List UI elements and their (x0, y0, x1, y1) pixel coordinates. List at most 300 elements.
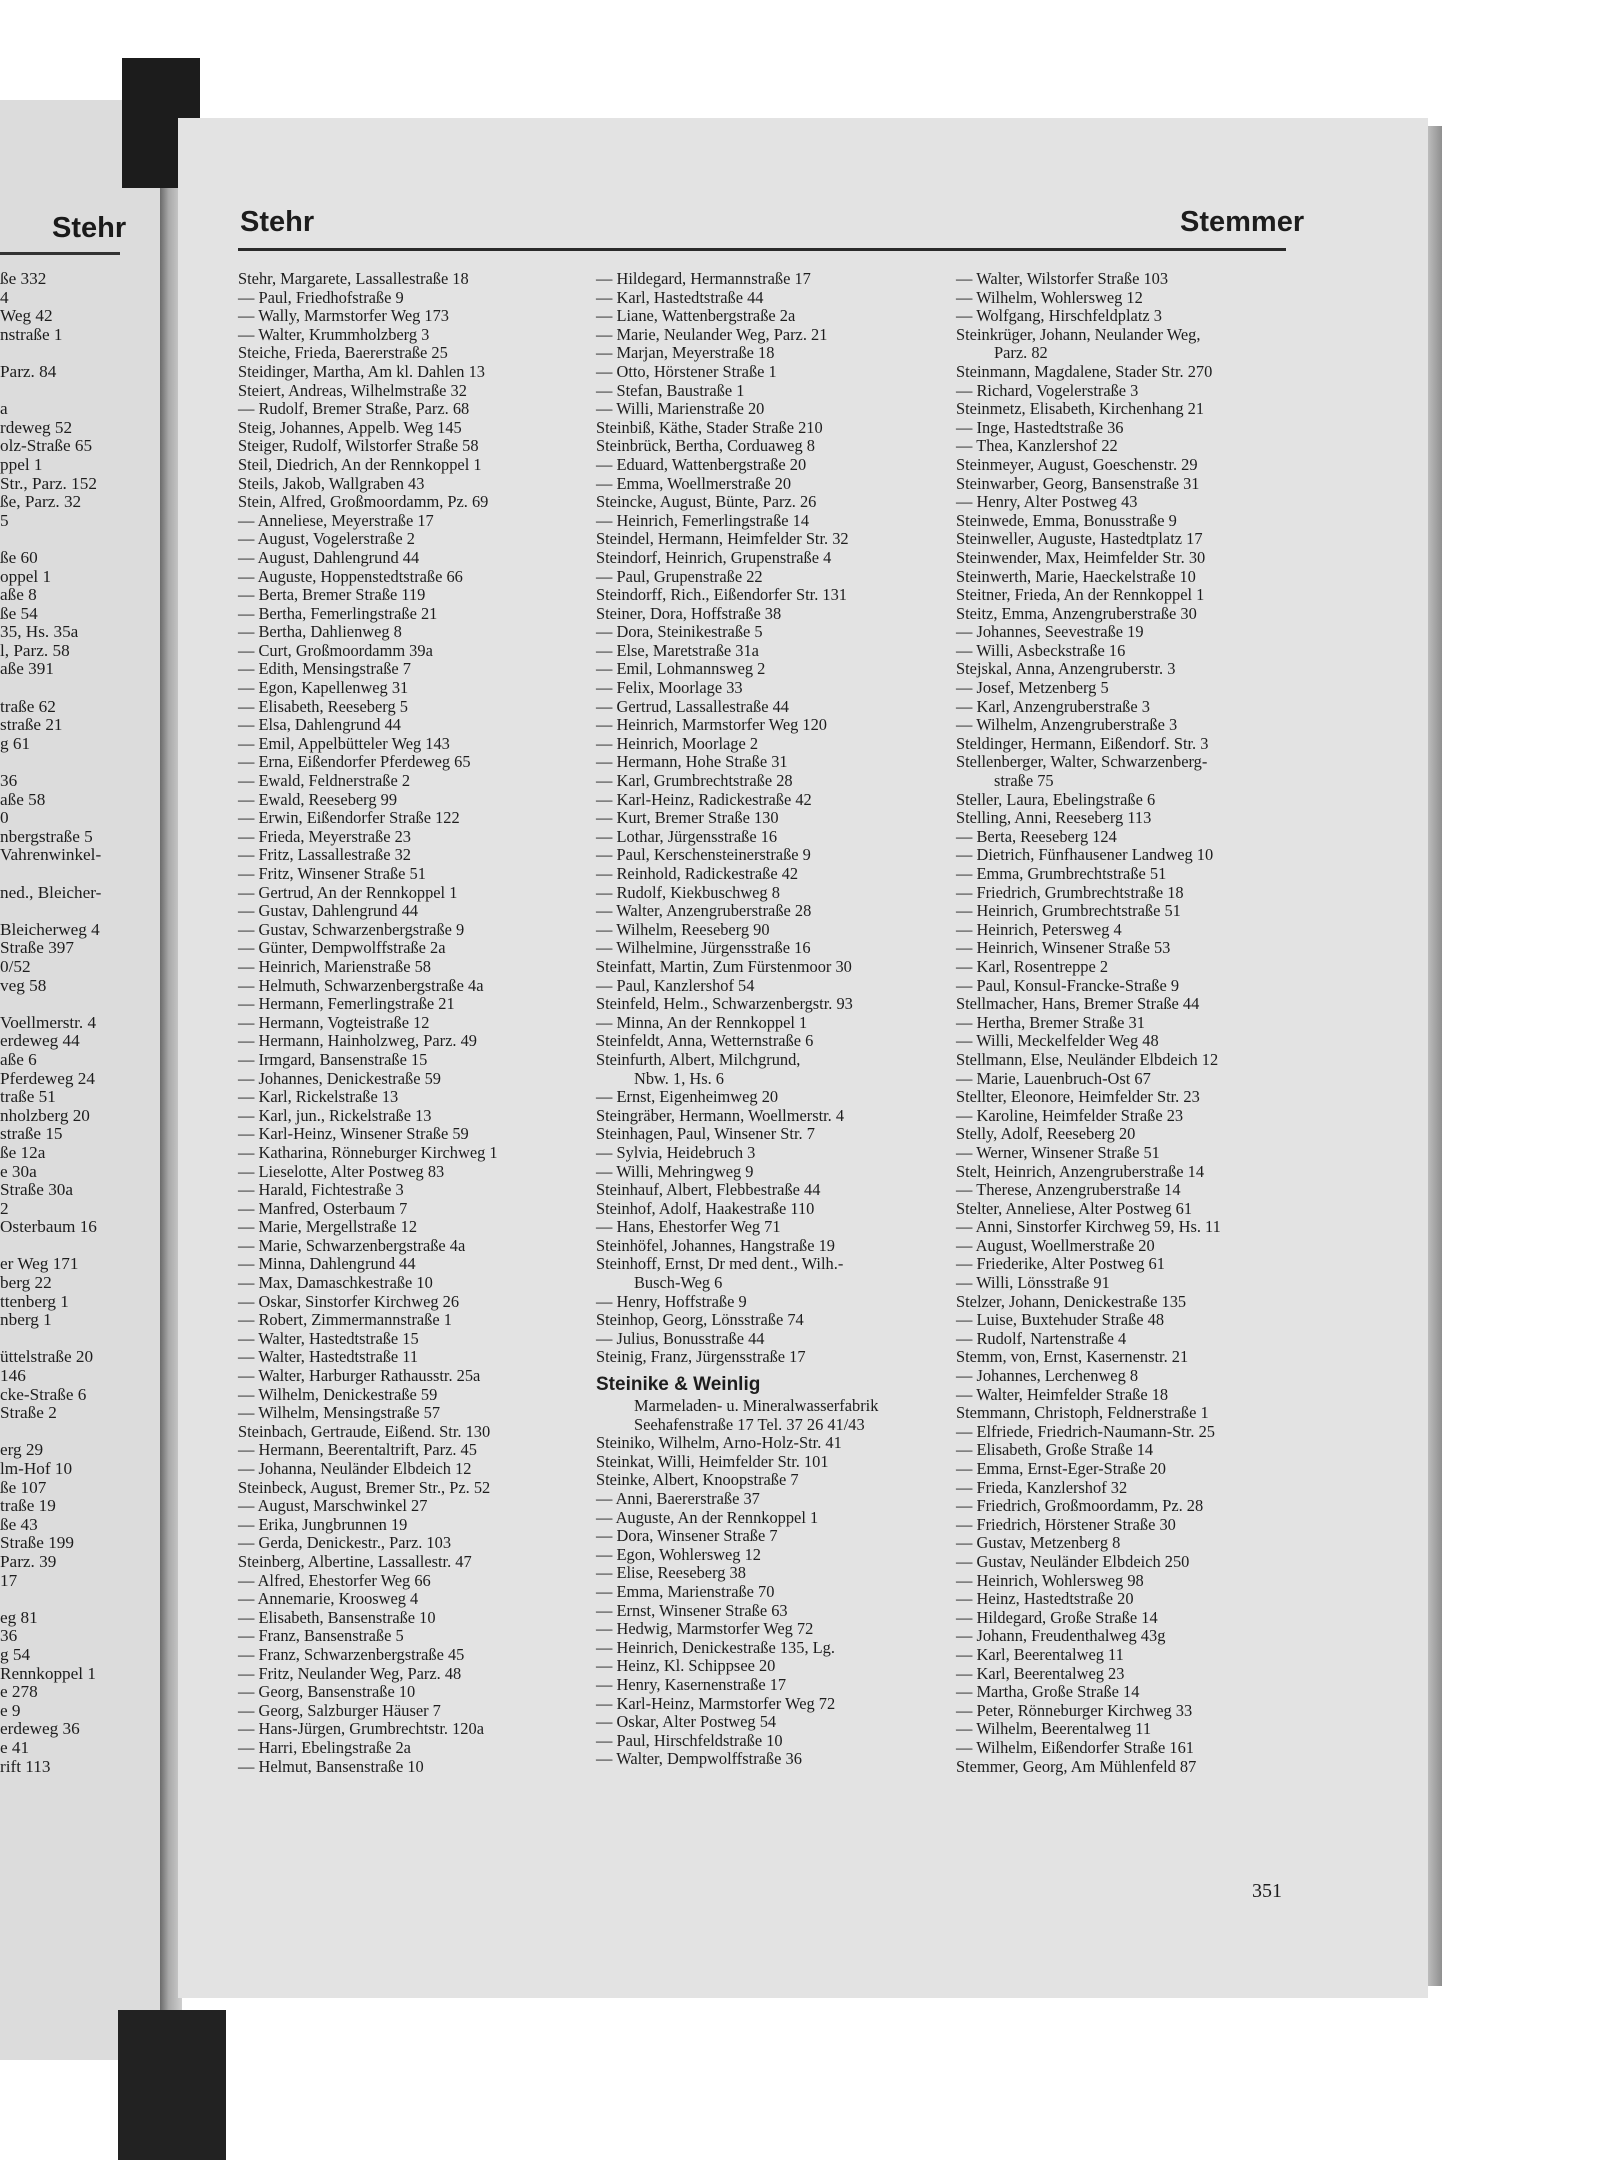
left-page-fragment-line (0, 530, 160, 549)
directory-entry: — Henry, Hoffstraße 9 (596, 1291, 747, 1311)
directory-entry: Stemmann, Christoph, Feldnerstraße 1 (956, 1403, 1209, 1423)
directory-entry: Steinbach, Gertraude, Eißend. Str. 130 (238, 1421, 491, 1441)
directory-entry: Steinkrüger, Johann, Neulander Weg, (956, 324, 1201, 344)
left-page-fragment-line: Parz. 84 (0, 361, 57, 381)
left-page-fragment-line: nholzberg 20 (0, 1105, 90, 1125)
directory-entry: — Robert, Zimmermannstraße 1 (238, 1310, 452, 1330)
directory-entry: — Elisabeth, Große Straße 14 (956, 1440, 1154, 1460)
left-page (0, 100, 160, 2060)
directory-entry: Steinhagen, Paul, Winsener Str. 7 (596, 1124, 815, 1144)
directory-entry: — Walter, Heimfelder Straße 18 (956, 1384, 1169, 1404)
directory-entry: Steil, Diedrich, An der Rennkoppel 1 (238, 454, 482, 474)
left-page-fragment-line: Osterbaum 16 (0, 1217, 97, 1237)
left-page-fragment-line: 2 (0, 1198, 9, 1218)
left-page-fragment-line: 36 (0, 771, 18, 791)
directory-entry: — Anni, Sinstorfer Kirchweg 59, Hs. 11 (956, 1217, 1221, 1237)
directory-entry: — Harald, Fichtestraße 3 (238, 1180, 404, 1200)
directory-entry: — Emma, Woellmerstraße 20 (596, 473, 792, 493)
directory-entry: Steitner, Frieda, An der Rennkoppel 1 (956, 585, 1205, 605)
left-page-fragment-line (0, 344, 160, 363)
directory-entry: — Friedrich, Grumbrechtstraße 18 (956, 882, 1184, 902)
directory-entry: — Karl-Heinz, Marmstorfer Weg 72 (596, 1693, 836, 1713)
directory-entry: — Eduard, Wattenbergstraße 20 (596, 454, 807, 474)
directory-entry-continuation: Nbw. 1, Hs. 6 (634, 1068, 724, 1088)
directory-entry: — Ernst, Eigenheimweg 20 (596, 1087, 779, 1107)
left-page-fragment-line: straße 21 (0, 715, 63, 735)
directory-entry: — Annemarie, Kroosweg 4 (238, 1589, 419, 1609)
directory-entry: Steiniko, Wilhelm, Arno-Holz-Str. 41 (596, 1433, 842, 1453)
directory-entry: Steinfatt, Martin, Zum Fürstenmoor 30 (596, 956, 852, 976)
directory-entry: Steinke, Albert, Knoopstraße 7 (596, 1470, 799, 1490)
directory-entry: — Harri, Ebelingstraße 2a (238, 1737, 411, 1757)
directory-entry: — Alfred, Ehestorfer Weg 66 (238, 1570, 431, 1590)
directory-entry: — Heinrich, Femerlingstraße 14 (596, 510, 810, 530)
directory-entry: — Karoline, Heimfelder Straße 23 (956, 1105, 1184, 1125)
directory-entry: — Hermann, Vogteistraße 12 (238, 1012, 430, 1032)
directory-entry: Steinbiß, Käthe, Stader Straße 210 (596, 417, 823, 437)
directory-entry: — Peter, Rönneburger Kirchweg 33 (956, 1700, 1193, 1720)
directory-entry: — August, Marschwinkel 27 (238, 1496, 428, 1516)
directory-entry: — Karl-Heinz, Radickestraße 42 (596, 789, 812, 809)
directory-entry: — Johannes, Lerchenweg 8 (956, 1366, 1139, 1386)
left-page-fragment-line: 0/52 (0, 956, 31, 976)
left-page-fragment-line: üttelstraße 20 (0, 1347, 94, 1367)
left-page-fragment-line: ße 12a (0, 1142, 46, 1162)
directory-entry: — Reinhold, Radickestraße 42 (596, 864, 799, 883)
directory-entry: Steinmann, Magdalene, Stader Str. 270 (956, 361, 1213, 381)
left-page-fragment-line (0, 679, 160, 698)
directory-entry: — Elisabeth, Bansenstraße 10 (238, 1607, 436, 1627)
directory-entry: — Dora, Steinikestraße 5 (596, 622, 763, 642)
directory-entry: — Elsa, Dahlengrund 44 (238, 715, 401, 735)
directory-entry: — Josef, Metzenberg 5 (956, 678, 1109, 698)
directory-entry: — Heinrich, Moorlage 2 (596, 733, 759, 753)
left-page-fragment-column (0, 270, 160, 1776)
directory-entry: — Karl, Beerentalweg 23 (956, 1663, 1125, 1683)
directory-entry: Stelter, Anneliese, Alter Postweg 61 (956, 1198, 1193, 1218)
directory-entry-continuation: Seehafenstraße 17 Tel. 37 26 41/43 (634, 1414, 865, 1434)
directory-entry: Stelly, Adolf, Reeseberg 20 (956, 1124, 1136, 1144)
directory-entry: — Rudolf, Bremer Straße, Parz. 68 (238, 399, 470, 419)
directory-entry: — Karl, Rosentreppe 2 (956, 956, 1109, 976)
firm-entry-name: Steinike & Weinlig (596, 1374, 761, 1396)
directory-entry: Steig, Johannes, Appelb. Weg 145 (238, 417, 462, 437)
directory-entry: — Lothar, Jürgensstraße 16 (596, 826, 778, 846)
directory-entry: — Wilhelm, Anzengruberstraße 3 (956, 715, 1178, 735)
running-head-first-entry: Stehr (240, 206, 315, 238)
directory-entry: — Max, Damaschkestraße 10 (238, 1273, 433, 1293)
directory-entry: — Willi, Marienstraße 20 (596, 399, 765, 419)
left-page-fragment-line: erg 29 (0, 1440, 44, 1460)
left-page-fragment-line: Rennkoppel 1 (0, 1663, 96, 1683)
left-page-fragment-line: 17 (0, 1570, 18, 1590)
directory-entry: — Heinrich, Marienstraße 58 (238, 956, 431, 976)
left-page-fragment-line: rift 113 (0, 1756, 51, 1776)
left-page-fragment-line: e 9 (0, 1700, 21, 1720)
left-page-fragment-line: 5 (0, 510, 9, 530)
left-page-fragment-line (0, 1237, 160, 1256)
binding-tape-bottom (118, 2010, 226, 2160)
left-page-fragment-line: ße 43 (0, 1514, 38, 1534)
directory-column-1 (238, 270, 590, 1776)
directory-entry: — Johannes, Denickestraße 59 (238, 1068, 442, 1088)
directory-entry: — Katharina, Rönneburger Kirchweg 1 (238, 1142, 498, 1162)
directory-entry: — Georg, Bansenstraße 10 (238, 1682, 416, 1702)
directory-entry: — Sylvia, Heidebruch 3 (596, 1142, 756, 1162)
left-page-fragment-line: cke-Straße 6 (0, 1384, 87, 1404)
left-page-fragment-line: ße 54 (0, 603, 38, 623)
directory-entry: — Egon, Kapellenweg 31 (238, 678, 409, 698)
directory-entry: — Heinrich, Grumbrechtstraße 51 (956, 901, 1181, 921)
left-page-fragment-line: ße 60 (0, 547, 38, 567)
directory-entry: — Hermann, Hohe Straße 31 (596, 752, 788, 772)
directory-entry: Steinfeld, Helm., Schwarzenbergstr. 93 (596, 994, 853, 1014)
directory-entry: — Irmgard, Bansenstraße 15 (238, 1049, 428, 1069)
left-page-fragment-line: olz-Straße 65 (0, 436, 93, 456)
directory-entry: Steinhauf, Albert, Flebbestraße 44 (596, 1180, 821, 1200)
directory-entry: — Friederike, Alter Postweg 61 (956, 1254, 1165, 1274)
directory-entry: — Rudolf, Nartenstraße 4 (956, 1328, 1127, 1348)
left-page-fragment-line: ße 107 (0, 1477, 47, 1497)
left-page-fragment-line: g 61 (0, 733, 31, 753)
left-page-fragment-line: eg 81 (0, 1607, 38, 1627)
directory-entry: — Minna, Dahlengrund 44 (238, 1254, 416, 1274)
directory-entry: — Paul, Kerschensteinerstraße 9 (596, 845, 811, 865)
directory-entry: — Walter, Anzengruberstraße 28 (596, 901, 812, 921)
directory-entry: Steindel, Hermann, Heimfelder Str. 32 (596, 529, 849, 549)
directory-entry: Steiner, Dora, Hoffstraße 38 (596, 603, 782, 623)
directory-entry: — Paul, Kanzlershof 54 (596, 975, 755, 995)
directory-entry: — Johann, Freudenthalweg 43g (956, 1626, 1166, 1646)
directory-entry: — Wolfgang, Hirschfeldplatz 3 (956, 306, 1162, 326)
left-page-fragment-line: ppel 1 (0, 454, 43, 474)
directory-entry: — Otto, Hörstener Straße 1 (596, 361, 777, 381)
left-page-fragment-line (0, 865, 160, 884)
directory-entry: — Wally, Marmstorfer Weg 173 (238, 306, 450, 326)
directory-entry: — Emma, Marienstraße 70 (596, 1581, 775, 1601)
left-page-header: Stehr (52, 212, 127, 244)
left-page-fragment-line: nberg 1 (0, 1310, 52, 1330)
directory-entry: Steinfeldt, Anna, Wetternstraße 6 (596, 1031, 814, 1051)
directory-entry: — Liane, Wattenbergstraße 2a (596, 306, 796, 326)
running-head-last-entry: Stemmer (1180, 206, 1305, 238)
directory-entry: — Frieda, Kanzlershof 32 (956, 1477, 1128, 1497)
directory-entry: — Hans-Jürgen, Grumbrechtstr. 120a (238, 1719, 484, 1739)
directory-entry: — August, Dahlengrund 44 (238, 547, 420, 567)
left-page-fragment-line (0, 902, 160, 921)
directory-entry: — Paul, Konsul-Francke-Straße 9 (956, 975, 1180, 995)
directory-entry: — Elfriede, Friedrich-Naumann-Str. 25 (956, 1421, 1215, 1441)
directory-entry: Stelling, Anni, Reeseberg 113 (956, 808, 1152, 828)
directory-entry: Steinwede, Emma, Bonusstraße 9 (956, 510, 1177, 530)
directory-entry: — Werner, Winsener Straße 51 (956, 1142, 1160, 1162)
left-page-fragment-line: aße 58 (0, 789, 46, 809)
directory-entry: — Walter, Harburger Rathausstr. 25a (238, 1366, 481, 1386)
left-page-fragment-line: a (0, 399, 8, 419)
left-page-fragment-line: ned., Bleicher- (0, 882, 102, 902)
directory-entry: — Elise, Reeseberg 38 (596, 1563, 746, 1583)
left-page-fragment-line: Pferdeweg 24 (0, 1068, 95, 1088)
directory-entry: — Marjan, Meyerstraße 18 (596, 343, 775, 363)
directory-entry: — Heinrich, Winsener Straße 53 (956, 938, 1171, 958)
directory-entry: Steitz, Emma, Anzengruberstraße 30 (956, 603, 1197, 623)
directory-entry: — Heinrich, Denickestraße 135, Lg. (596, 1637, 835, 1657)
directory-entry: — Heinrich, Marmstorfer Weg 120 (596, 715, 827, 735)
directory-entry: — Hildegard, Hermannstraße 17 (596, 269, 811, 288)
directory-entry: Steinhoff, Ernst, Dr med dent., Wilh.- (596, 1254, 844, 1274)
directory-entry: — Thea, Kanzlershof 22 (956, 436, 1118, 456)
directory-entry: — Erwin, Eißendorfer Straße 122 (238, 808, 460, 828)
directory-entry: — Else, Maretstraße 31a (596, 640, 759, 660)
directory-entry: — Paul, Hirschfeldstraße 10 (596, 1730, 783, 1750)
directory-entry-continuation: straße 75 (994, 771, 1054, 791)
page-number: 351 (1252, 1880, 1282, 1902)
directory-entry: — Erika, Jungbrunnen 19 (238, 1514, 408, 1534)
directory-entry: — Wilhelm, Mensingstraße 57 (238, 1403, 441, 1423)
directory-entry: — Heinz, Kl. Schippsee 20 (596, 1656, 776, 1676)
directory-entry: Steinmeyer, August, Goeschenstr. 29 (956, 454, 1198, 474)
directory-entry: — Karl, Beerentalweg 11 (956, 1644, 1124, 1664)
directory-entry: — Felix, Moorlage 33 (596, 678, 743, 698)
directory-entry: — Bertha, Dahlienweg 8 (238, 622, 402, 642)
directory-entry: Stelzer, Johann, Denickestraße 135 (956, 1291, 1187, 1311)
directory-entry: — Therese, Anzengruberstraße 14 (956, 1180, 1181, 1200)
header-rule (238, 248, 1286, 251)
left-page-fragment-line: ße 332 (0, 269, 47, 288)
directory-entry: — Oskar, Sinstorfer Kirchweg 26 (238, 1291, 460, 1311)
directory-entry: — Franz, Bansenstraße 5 (238, 1626, 404, 1646)
directory-entry: — Stefan, Baustraße 1 (596, 380, 745, 400)
directory-entry: — Georg, Salzburger Häuser 7 (238, 1700, 441, 1720)
left-page-fragment-line: Vahrenwinkel- (0, 845, 102, 865)
directory-entry: — Emil, Lohmannsweg 2 (596, 659, 766, 679)
directory-entry: — Paul, Grupenstraße 22 (596, 566, 763, 586)
directory-entry: — Hermann, Femerlingstraße 21 (238, 994, 455, 1014)
left-page-fragment-line: Straße 30a (0, 1180, 74, 1200)
directory-entry: — Berta, Reeseberg 124 (956, 826, 1117, 846)
directory-entry: — Dietrich, Fünfhausener Landweg 10 (956, 845, 1214, 865)
left-page-fragment-line: Straße 199 (0, 1533, 74, 1553)
directory-entry: — Karl, Grumbrechtstraße 28 (596, 771, 793, 791)
directory-entry: Steinwender, Max, Heimfelder Str. 30 (956, 547, 1206, 567)
directory-entry: Steiert, Andreas, Wilhelmstraße 32 (238, 380, 467, 400)
directory-entry: — Willi, Meckelfelder Weg 48 (956, 1031, 1159, 1051)
directory-entry: — Wilhelm, Reeseberg 90 (596, 919, 770, 939)
left-page-fragment-line (0, 1330, 160, 1349)
directory-entry: — Egon, Wohlersweg 12 (596, 1544, 761, 1564)
directory-entry: — Dora, Winsener Straße 7 (596, 1526, 778, 1546)
directory-entry: — Julius, Bonusstraße 44 (596, 1328, 765, 1348)
directory-entry: Stein, Alfred, Großmoordamm, Pz. 69 (238, 492, 489, 512)
left-page-fragment-line: erdeweg 36 (0, 1719, 80, 1739)
directory-entry: — Curt, Großmoordamm 39a (238, 640, 433, 660)
directory-entry: Stellter, Eleonore, Heimfelder Str. 23 (956, 1087, 1200, 1107)
directory-entry: Steinhop, Georg, Lönsstraße 74 (596, 1310, 804, 1330)
directory-entry: Steiger, Rudolf, Wilstorfer Straße 58 (238, 436, 479, 456)
left-page-fragment-line: nstraße 1 (0, 324, 63, 344)
directory-entry: — Walter, Hastedtstraße 11 (238, 1347, 419, 1367)
directory-entry: Steinfurth, Albert, Milchgrund, (596, 1049, 801, 1069)
directory-entry: — Friedrich, Großmoordamm, Pz. 28 (956, 1496, 1204, 1516)
left-page-fragment-line (0, 1590, 160, 1609)
directory-entry: Steinig, Franz, Jürgensstraße 17 (596, 1347, 806, 1367)
directory-entry: — Hermann, Beerentaltrift, Parz. 45 (238, 1440, 477, 1460)
left-page-fragment-line: e 30a (0, 1161, 37, 1181)
directory-entry: Steingräber, Hermann, Woellmerstr. 4 (596, 1105, 845, 1125)
directory-entry: Steidinger, Martha, Am kl. Dahlen 13 (238, 361, 485, 381)
directory-entry-continuation: Busch-Weg 6 (634, 1273, 723, 1293)
left-page-fragment-line: 0 (0, 808, 9, 828)
directory-entry: — Heinz, Hastedtstraße 20 (956, 1589, 1134, 1609)
left-page-fragment-line: ße, Parz. 32 (0, 492, 82, 512)
directory-entry: — Wilhelm, Eißendorfer Straße 161 (956, 1737, 1195, 1757)
directory-entry: Steiche, Frieda, Baererstraße 25 (238, 343, 448, 363)
left-page-fragment-line: g 54 (0, 1644, 31, 1664)
directory-entry: — Manfred, Osterbaum 7 (238, 1198, 408, 1218)
directory-entry: — Karl, Hastedtstraße 44 (596, 287, 764, 307)
directory-column-2 (596, 270, 948, 1769)
directory-entry: — Ewald, Feldnerstraße 2 (238, 771, 411, 791)
directory-entry: Stellenberger, Walter, Schwarzenberg- (956, 752, 1208, 772)
left-page-fragment-line: er Weg 171 (0, 1254, 79, 1274)
directory-entry: — Richard, Vogelerstraße 3 (956, 380, 1139, 400)
directory-entry: — Hedwig, Marmstorfer Weg 72 (596, 1619, 814, 1639)
directory-entry: Steindorf, Heinrich, Grupenstraße 4 (596, 547, 832, 567)
directory-entry: — Willi, Asbeckstraße 16 (956, 640, 1126, 660)
directory-entry: Stelt, Heinrich, Anzengruberstraße 14 (956, 1161, 1205, 1181)
directory-entry: — Heinrich, Petersweg 4 (956, 919, 1122, 939)
directory-entry: — Lieselotte, Alter Postweg 83 (238, 1161, 445, 1181)
directory-entry: — August, Vogelerstraße 2 (238, 529, 415, 549)
directory-entry: — Inge, Hastedtstraße 36 (956, 417, 1124, 437)
directory-entry: — Walter, Dempwolffstraße 36 (596, 1749, 802, 1769)
left-page-fragment-line: traße 62 (0, 696, 56, 716)
directory-entry: — Emma, Ernst-Eger-Straße 20 (956, 1459, 1166, 1478)
directory-entry: — Gerda, Denickestr., Parz. 103 (238, 1533, 452, 1553)
directory-entry: — Martha, Große Straße 14 (956, 1682, 1140, 1702)
directory-entry: — Berta, Bremer Straße 119 (238, 585, 426, 605)
directory-entry: Steinwerth, Marie, Haeckelstraße 10 (956, 566, 1196, 586)
directory-entry: — Luise, Buxtehuder Straße 48 (956, 1310, 1165, 1330)
directory-entry: Steinwarber, Georg, Bansenstraße 31 (956, 473, 1200, 493)
directory-entry: Stellmacher, Hans, Bremer Straße 44 (956, 994, 1200, 1014)
directory-entry: Stehr, Margarete, Lassallestraße 18 (238, 269, 469, 288)
directory-entry: — Minna, An der Rennkoppel 1 (596, 1012, 808, 1032)
directory-entry: — Karl, Rickelstraße 13 (238, 1087, 399, 1107)
left-page-fragment-line: Parz. 39 (0, 1551, 57, 1571)
directory-entry: — Karl, Anzengruberstraße 3 (956, 696, 1150, 716)
directory-entry: Steindorff, Rich., Eißendorfer Str. 131 (596, 585, 847, 605)
directory-entry: — Franz, Schwarzenbergstraße 45 (238, 1644, 465, 1664)
directory-entry: Steinbrück, Bertha, Corduaweg 8 (596, 436, 815, 456)
left-page-fragment-line: oppel 1 (0, 566, 52, 586)
directory-entry: Steller, Laura, Ebelingstraße 6 (956, 789, 1156, 809)
left-page-fragment-line: Bleicherweg 4 (0, 919, 100, 939)
left-page-header-rule (0, 252, 120, 255)
directory-entry: — Gertrud, Lassallestraße 44 (596, 696, 789, 716)
directory-entry-continuation: Marmeladen- u. Mineralwasserfabrik (634, 1396, 879, 1416)
directory-entry: — Ernst, Winsener Straße 63 (596, 1600, 788, 1620)
directory-entry: Steils, Jakob, Wallgraben 43 (238, 473, 425, 493)
directory-entry: — Marie, Lauenbruch-Ost 67 (956, 1068, 1151, 1088)
directory-entry: Steinbeck, August, Bremer Str., Pz. 52 (238, 1477, 491, 1497)
directory-entry: — Hans, Ehestorfer Weg 71 (596, 1217, 781, 1237)
directory-entry: Stemmer, Georg, Am Mühlenfeld 87 (956, 1756, 1197, 1776)
directory-entry: — Gustav, Schwarzenbergstraße 9 (238, 919, 465, 939)
left-page-fragment-line: Str., Parz. 152 (0, 473, 97, 493)
directory-entry: — Wilhelmine, Jürgensstraße 16 (596, 938, 811, 958)
directory-entry: Steincke, August, Bünte, Parz. 26 (596, 492, 817, 512)
left-page-fragment-line: e 41 (0, 1737, 30, 1757)
directory-entry: — Karl-Heinz, Winsener Straße 59 (238, 1124, 469, 1144)
directory-entry: Stellmann, Else, Neuländer Elbdeich 12 (956, 1049, 1219, 1069)
directory-entry: — Ewald, Reeseberg 99 (238, 789, 398, 809)
directory-entry: — Bertha, Femerlingstraße 21 (238, 603, 438, 623)
directory-entry: — Hermann, Hainholzweg, Parz. 49 (238, 1031, 477, 1051)
directory-column-3 (956, 270, 1308, 1776)
directory-entry: Stemm, von, Ernst, Kasernenstr. 21 (956, 1347, 1189, 1367)
directory-entry: — Frieda, Meyerstraße 23 (238, 826, 411, 846)
left-page-fragment-line: veg 58 (0, 975, 47, 995)
left-page-fragment-line (0, 382, 160, 401)
directory-entry: Steinhöfel, Johannes, Hangstraße 19 (596, 1235, 835, 1255)
left-page-fragment-line: e 278 (0, 1682, 38, 1702)
directory-entry: — Karl, jun., Rickelstraße 13 (238, 1105, 432, 1125)
left-page-fragment-line: aße 391 (0, 659, 54, 679)
left-page-fragment-line: aße 8 (0, 585, 37, 605)
directory-entry: — Johannes, Seevestraße 19 (956, 622, 1144, 642)
directory-entry: — Fritz, Lassallestraße 32 (238, 845, 411, 865)
directory-entry: Steinweller, Auguste, Hastedtplatz 17 (956, 529, 1203, 549)
left-page-fragment-line: Straße 397 (0, 938, 74, 958)
left-page-fragment-line: l, Parz. 58 (0, 640, 70, 660)
directory-entry: — Henry, Kasernenstraße 17 (596, 1674, 787, 1694)
directory-entry: — Gertrud, An der Rennkoppel 1 (238, 882, 458, 902)
directory-entry-continuation: Parz. 82 (994, 343, 1048, 363)
directory-entry: — Marie, Schwarzenbergstraße 4a (238, 1235, 466, 1255)
directory-entry: — Emma, Grumbrechtstraße 51 (956, 864, 1167, 883)
directory-entry: Steinhof, Adolf, Haakestraße 110 (596, 1198, 815, 1218)
directory-entry: — Walter, Hastedtstraße 15 (238, 1328, 419, 1348)
left-page-fragment-line: aße 6 (0, 1049, 37, 1069)
left-page-fragment-line (0, 995, 160, 1014)
left-page-fragment-line: 35, Hs. 35a (0, 622, 79, 642)
directory-entry: — Helmuth, Schwarzenbergstraße 4a (238, 975, 484, 995)
left-page-fragment-line: 4 (0, 287, 9, 307)
directory-entry: Stejskal, Anna, Anzengruberstr. 3 (956, 659, 1176, 679)
directory-entry: Steinkat, Willi, Heimfelder Str. 101 (596, 1451, 829, 1471)
left-page-fragment-line: lm-Hof 10 (0, 1459, 73, 1478)
directory-entry: — Gustav, Metzenberg 8 (956, 1533, 1121, 1553)
directory-entry: — Hertha, Bremer Straße 31 (956, 1012, 1145, 1032)
left-page-fragment-line: traße 19 (0, 1496, 56, 1516)
directory-entry: — Elisabeth, Reeseberg 5 (238, 696, 408, 716)
directory-entry: — Hildegard, Große Straße 14 (956, 1607, 1158, 1627)
left-page-fragment-line: straße 15 (0, 1124, 63, 1144)
directory-entry: Steinmetz, Elisabeth, Kirchenhang 21 (956, 399, 1205, 419)
directory-entry: — Walter, Wilstorfer Straße 103 (956, 269, 1169, 288)
left-page-fragment-line: 36 (0, 1626, 18, 1646)
directory-entry: — Günter, Dempwolffstraße 2a (238, 938, 446, 958)
directory-entry: — Wilhelm, Denickestraße 59 (238, 1384, 438, 1404)
left-page-fragment-line: 146 (0, 1366, 26, 1386)
directory-entry: — Auguste, An der Rennkoppel 1 (596, 1507, 819, 1527)
left-page-fragment-line: berg 22 (0, 1273, 52, 1293)
directory-entry: — Auguste, Hoppenstedtstraße 66 (238, 566, 463, 586)
directory-entry: — Emil, Appelbütteler Weg 143 (238, 733, 450, 753)
directory-entry: — Henry, Alter Postweg 43 (956, 492, 1138, 512)
directory-entry: — Kurt, Bremer Straße 130 (596, 808, 779, 828)
